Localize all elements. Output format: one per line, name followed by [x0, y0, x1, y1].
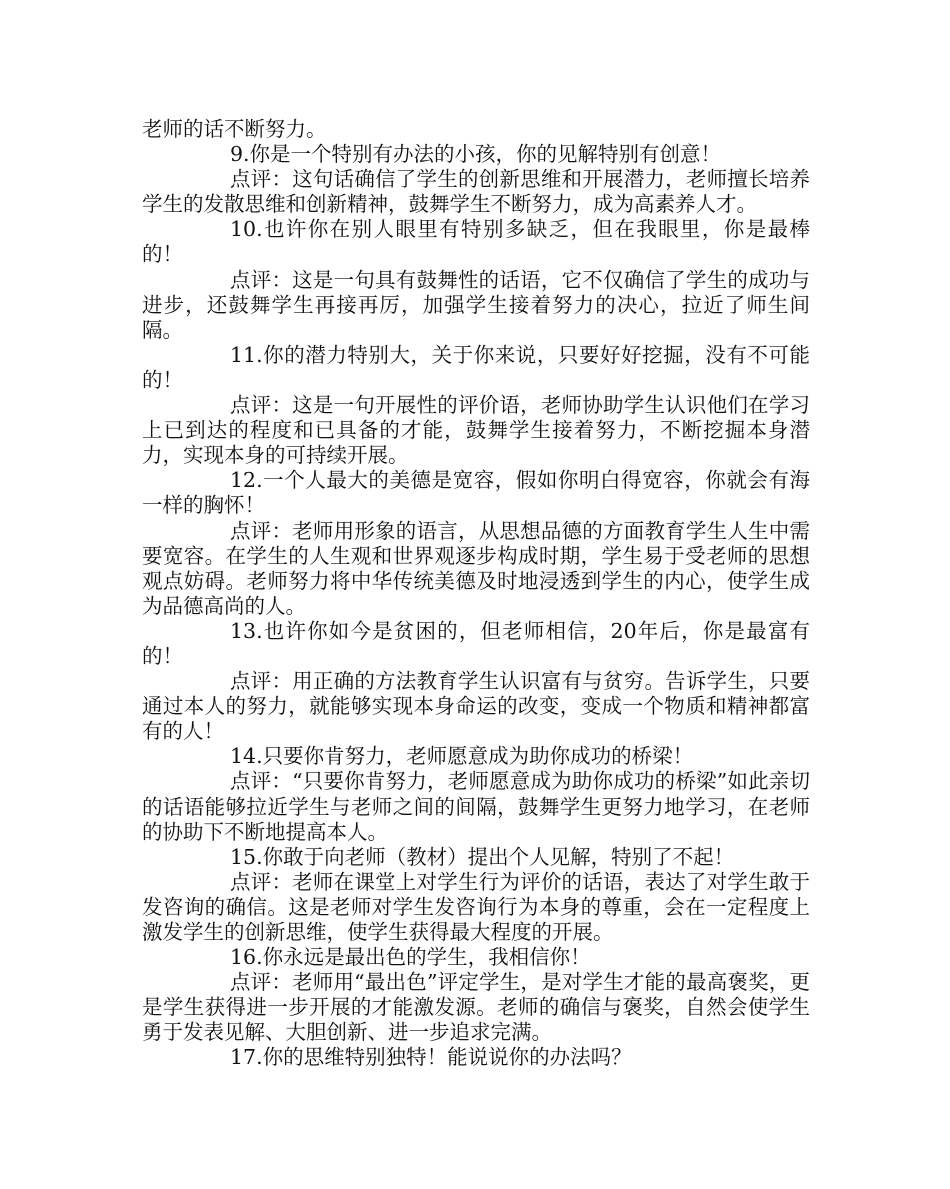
comment-15: 点评：老师在课堂上对学生行为评价的话语，表达了对学生敢于发咨询的确信。这是老师对学生发咨询行为本身的尊重，会在一定程度上激发学生的创新思维，使学生获得最大程度的开展。 — [142, 869, 810, 944]
item-14: 14.只要你肯努力，老师愿意成为助你成功的桥梁！ — [230, 744, 694, 769]
comment-9: 点评：这句话确信了学生的创新思维和开展潜力，老师擅长培养学生的发散思维和创新精神，鼓舞学生不断努力，成为高素养人才。 — [142, 167, 810, 217]
item-13: 13.也许你如今是贫困的，但老师相信，20年后，你是最富有的！ — [142, 618, 810, 668]
item-10: 10.也许你在别人眼里有特别多缺乏，但在我眼里，你是最棒的！ — [142, 217, 810, 267]
item-15: 15.你敢于向老师（教材）提出个人见解，特别了不起！ — [230, 844, 735, 869]
item-9: 9.你是一个特别有办法的小孩，你的见解特别有创意！ — [230, 142, 722, 167]
comment-13: 点评：用正确的方法教育学生认识富有与贫穷。告诉学生，只要通过本人的努力，就能够实现本身命运的改变，变成一个物质和精神都富有的人！ — [142, 669, 810, 744]
comment-11: 点评：这是一句开展性的评价语，老师协助学生认识他们在学习上已到达的程度和已具备的才能，鼓舞学生接着努力，不断挖掘本身潜力，实现本身的可持续开展。 — [142, 393, 810, 468]
comment-14: 点评：“只要你肯努力，老师愿意成为助你成功的桥梁”如此亲切的话语能够拉近学生与老师之间的间隔，鼓舞学生更努力地学习，在老师的协助下不断地提高本人。 — [142, 769, 810, 844]
comment-10: 点评：这是一句具有鼓舞性的话语，它不仅确信了学生的成功与进步，还鼓舞学生再接再厉，加强学生接着努力的决心，拉近了师生间隔。 — [142, 267, 810, 342]
document-page — [142, 117, 810, 1071]
paragraph-continuation: 老师的话不断努力。 — [142, 117, 327, 141]
item-17: 17.你的思维特别独特！能说说你的办法吗？ — [230, 1045, 632, 1070]
comment-16: 点评：老师用“最出色”评定学生，是对学生才能的最高褒奖，更是学生获得进一步开展的才能激发源。老师的确信与褒奖，自然会使学生勇于发表见解、大胆创新、进一步追求完满。 — [142, 970, 810, 1045]
item-11: 11.你的潜力特别大，关于你来说，只要好好挖掘，没有不可能的！ — [142, 342, 810, 392]
comment-12: 点评：老师用形象的语言，从思想品德的方面教育学生人生中需要宽容。在学生的人生观和世界观逐步构成时期，学生易于受老师的思想观点妨碍。老师努力将中华传统美德及时地浸透到学生的内心，使学生成为品德高尚的人。 — [142, 518, 810, 618]
item-16: 16.你永远是最出色的学生，我相信你！ — [230, 945, 591, 970]
item-12: 12.一个人最大的美德是宽容，假如你明白得宽容，你就会有海一样的胸怀！ — [142, 468, 810, 518]
